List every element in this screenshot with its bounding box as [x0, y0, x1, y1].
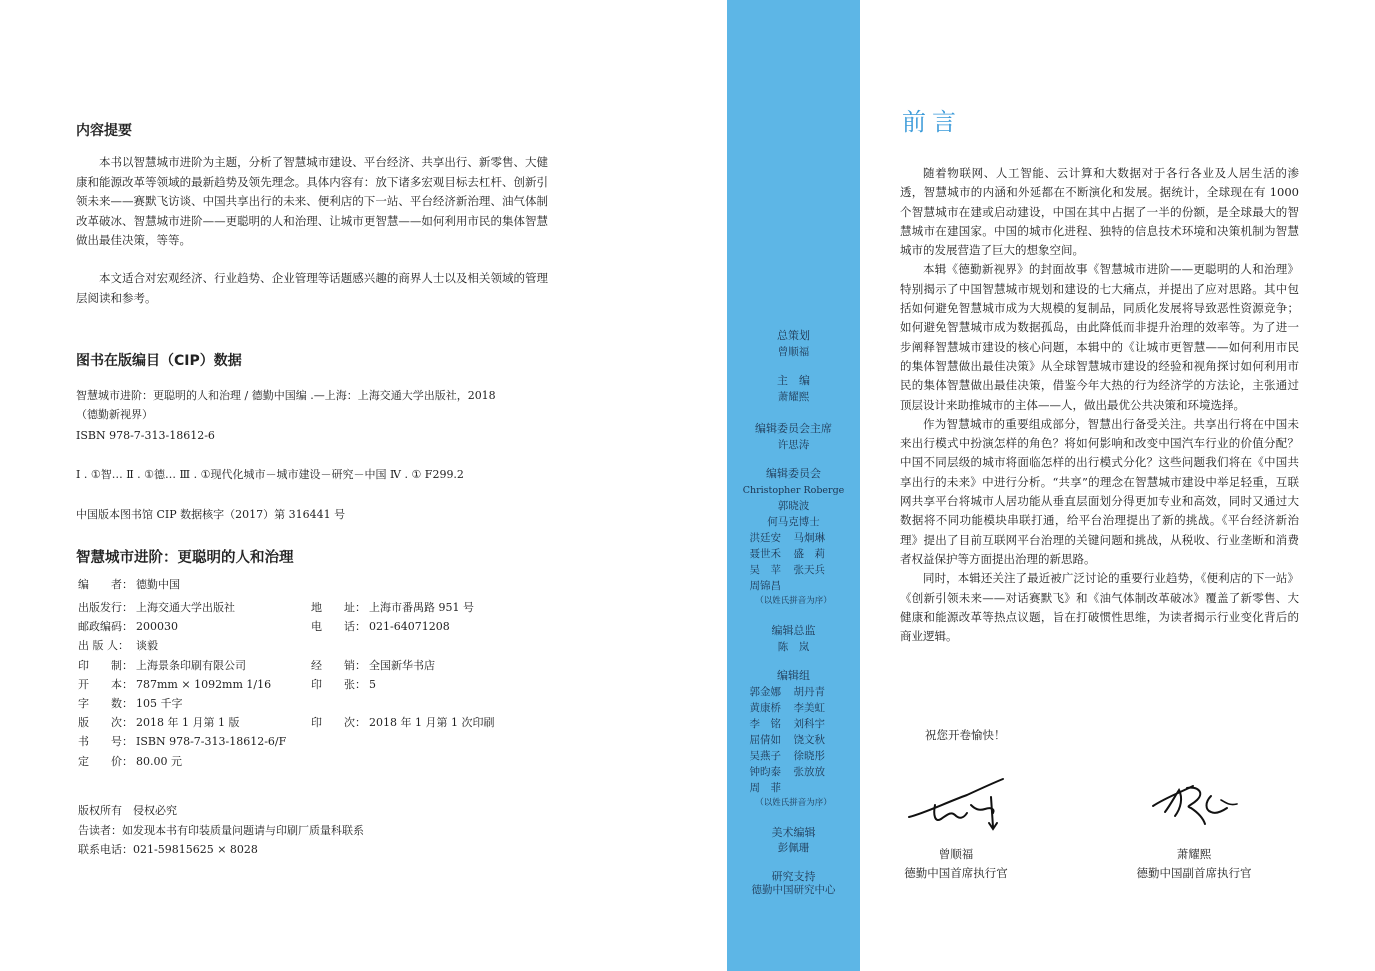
row-label: 定 价： — [78, 754, 133, 768]
row-label: 出 版 人： — [78, 639, 129, 653]
committee-order-note: （以姓氏拼音为序） — [755, 596, 832, 606]
book-title: 智慧城市进阶：更聪明的人和治理 — [76, 550, 294, 566]
row-label: 出版发行： — [78, 601, 133, 614]
committee-member: 聂世禾 — [749, 548, 781, 560]
planner-role: 总策划 — [777, 329, 810, 342]
preface-paragraph: 作为智慧城市的重要组成部分，智慧出行备受关注。共享出行将在中国未来出行模式中扮演怎样的角色？将如何影响和改变中国汽车行业的价值分配？中国不同层级的城市将面临怎样的出行模式分化？这些问题我们将在《中国共享出行的未来》中进行分析。“共享”的理念在智慧城市建设中举足轻重，互联网共享平台将城市人居功能从垂直层面划分得更加专业和高效，同时又通过大数据将不同功能模块串联打通，给平台治理提出了新的挑战。《平台经济新治理》提出了目前互联网平台治理的关键问题和挑战，从税收、行业垄断和消费者权益保护等方面提出治理的新思路。 — [900, 416, 1299, 566]
art-editor-role: 美术编辑 — [771, 826, 816, 839]
team-member: 黄康桥 — [749, 702, 781, 714]
row-value: 2018 年 1 月第 1 版 — [136, 716, 240, 730]
editor-line — [78, 575, 180, 594]
cip-series: （德勤新视界） — [76, 408, 153, 421]
team-pair — [727, 748, 860, 764]
row-value: 5 — [369, 677, 376, 691]
team-pair — [727, 732, 860, 748]
preface-paragraph: 同时，本辑还关注了最近被广泛讨论的重要行业趋势，《便利店的下一站》《创新引领未来——对话赛默飞》和《油气体制改革破冰》覆盖了新零售、大健康和能源改革等热点议题，旨在打破惯性思维，为读者揭示行业变化背后的商业逻辑。 — [900, 571, 1299, 644]
committee-member: 张天兵 — [793, 564, 825, 576]
row-value: 80.00 元 — [136, 754, 182, 768]
row-value: 787mm × 1092mm 1/16 — [136, 677, 272, 691]
row-value: ISBN 978-7-313-18612-6/F — [136, 735, 287, 749]
row-left — [78, 713, 239, 732]
contact-phone: 联系电话：021-59815625 × 8028 — [78, 843, 258, 856]
row-value: 021-64071208 — [369, 620, 450, 634]
committee-member: 吴 苹 — [749, 564, 781, 576]
row-label: 印 张： — [311, 677, 366, 691]
row-value: 2018 年 1 月第 1 次印刷 — [369, 716, 495, 730]
team-member: 刘科宇 — [793, 718, 825, 730]
team-member: 胡丹青 — [793, 686, 825, 698]
committee-member: 何马克博士 — [767, 516, 820, 528]
team-member: 屈倩如 — [749, 734, 781, 746]
signature-2-icon — [1145, 776, 1245, 832]
preface-title: 前言 — [902, 108, 962, 136]
art-editor-name: 彭佩珊 — [777, 842, 810, 854]
row-value: 105 千字 — [136, 697, 183, 710]
preface-greeting: 祝您开卷愉快！ — [925, 728, 1006, 742]
research-name: 德勤中国研究中心 — [751, 884, 836, 896]
row-label: 印 次： — [311, 716, 366, 730]
committee-member: 马炯琳 — [793, 532, 825, 544]
team-member: 饶文秋 — [793, 734, 825, 746]
committee-pair — [727, 578, 860, 594]
team-member: 周 菲 — [749, 782, 781, 794]
row-label: 字 数： — [78, 697, 133, 710]
signer-1-title: 德勤中国首席执行官 — [904, 866, 1008, 880]
row-right — [311, 713, 494, 732]
row-left — [78, 675, 271, 694]
research-role: 研究支持 — [771, 870, 816, 883]
team-member: 吴燕子 — [749, 750, 781, 762]
row-label: 开 本： — [78, 677, 133, 691]
committee-chair-name: 许思涛 — [777, 439, 810, 451]
row-label: 版 次： — [78, 716, 133, 730]
team-member: 张放放 — [793, 766, 825, 778]
team-member: 李美虹 — [793, 702, 825, 714]
row-left — [78, 636, 158, 655]
row-left — [78, 617, 178, 636]
team-pair — [727, 764, 860, 780]
committee-pair — [727, 530, 860, 546]
row-right — [311, 617, 450, 636]
row-value: 上海市番禺路 951 号 — [369, 601, 474, 614]
planner-name: 曾顺福 — [777, 346, 810, 358]
row-label: 经 销： — [311, 658, 366, 672]
cip-record-number: 中国版本图书馆 CIP 数据核字（2017）第 316441 号 — [76, 508, 346, 521]
row-left — [78, 752, 182, 771]
row-right — [311, 656, 435, 675]
row-right — [311, 598, 474, 617]
row-left — [78, 598, 235, 617]
summary-heading: 内容提要 — [76, 123, 132, 139]
signer-2-title: 德勤中国副首席执行官 — [1136, 866, 1252, 880]
row-right — [311, 675, 376, 694]
copyright-line: 版权所有 侵权必究 — [78, 804, 177, 817]
preface-body — [900, 164, 1299, 646]
cip-entry: 智慧城市进阶：更聪明的人和治理 / 德勤中国编 .—上海：上海交通大学出版社，2018 — [76, 389, 496, 402]
row-value: 谈毅 — [136, 639, 158, 653]
preface-paragraph: 本辑《德勤新视界》的封面故事《智慧城市进阶——更聪明的人和治理》特别揭示了中国智慧城市规划和建设的七大痛点，并提出了应对思路。其中包括如何避免智慧城市成为大规模的复制品，同质化发展将导致恶性资源竞争；如何避免智慧城市成为数据孤岛，由此降低而非提升治理的效率等。为了进一步阐释智慧城市建设的核心问题，本辑中的《让城市更智慧——如何利用市民的集体智慧做出最佳决策》从全球智慧城市建设的经验和视角探讨如何利用市民的集体智慧做出最佳决策，借鉴今年大热的行为经济学的方法论，主张通过顶层设计来助推城市的主体——人，做出最优公共决策和环境选择。 — [900, 262, 1299, 412]
committee-member: 周锦昌 — [749, 580, 781, 592]
reader-notice: 告读者：如发现本书有印装质量问题请与印刷厂质量科联系 — [78, 824, 364, 837]
chief-editor-name: 萧耀熙 — [777, 391, 810, 403]
signer-2-name: 萧耀熙 — [1176, 847, 1212, 861]
editor-label: 编 者： — [78, 578, 133, 591]
row-label: 地 址： — [311, 601, 366, 614]
team-order-note: （以姓氏拼音为序） — [755, 798, 832, 808]
committee-role: 编辑委员会 — [766, 467, 821, 480]
row-left — [78, 732, 286, 751]
editorial-team-role: 编辑组 — [777, 669, 810, 682]
team-member: 钟昀泰 — [749, 766, 781, 778]
credits-band — [727, 0, 860, 971]
row-label: 邮政编码： — [78, 620, 133, 634]
row-value: 上海交通大学出版社 — [136, 601, 235, 614]
committee-chair-role: 编辑委员会主席 — [755, 422, 832, 435]
row-label: 印 制： — [78, 658, 133, 672]
row-label: 电 话： — [311, 620, 366, 634]
team-member: 徐晓彤 — [793, 750, 825, 762]
committee-pair — [727, 546, 860, 562]
committee-member: 盛 莉 — [793, 548, 825, 560]
team-pair — [727, 780, 860, 796]
cip-heading: 图书在版编目（CIP）数据 — [76, 353, 242, 369]
team-pair — [727, 700, 860, 716]
committee-member: 洪廷安 — [749, 532, 781, 544]
cip-isbn: ISBN 978-7-313-18612-6 — [76, 429, 215, 442]
row-value: 全国新华书店 — [369, 658, 435, 672]
chief-editor-role: 主 编 — [777, 374, 810, 387]
committee-member: Christopher Roberge — [742, 485, 845, 496]
committee-member: 郭晓波 — [777, 500, 810, 512]
director-name: 陈 岚 — [777, 641, 810, 653]
team-pair — [727, 716, 860, 732]
summary-paragraph-1: 本书以智慧城市进阶为主题，分析了智慧城市建设、平台经济、共享出行、新零售、大健康和能源改革等领域的最新趋势及领先理念。具体内容有：放下诸多宏观目标去杠杆、创新引领未来——赛默飞访谈、中国共享出行的未来、便利店的下一站、平台经济新治理、油气体制改革破冰、智慧城市进阶——更聪明的人和治理、让城市更智慧——如何利用市民的集体智慧做出最佳决策，等等。 — [76, 155, 548, 247]
row-label: 书 号： — [78, 735, 133, 749]
row-value: 200030 — [136, 620, 178, 634]
cip-classification: Ⅰ . ①智… Ⅱ . ①德… Ⅲ . ①现代化城市－城市建设－研究－中国 Ⅳ . ① F299.2 — [76, 468, 464, 481]
team-pair — [727, 684, 860, 700]
director-role: 编辑总监 — [771, 624, 816, 637]
signer-1-name: 曾顺福 — [938, 847, 974, 861]
team-member: 李 铭 — [749, 718, 781, 730]
preface-paragraph: 随着物联网、人工智能、云计算和大数据对于各行各业及人居生活的渗透，智慧城市的内涵和外延都在不断演化和发展。据统计，全球现在有 1000 个智慧城市在建或启动建设，中国在其中占据了一半的份额，是全球最大的智慧城市在建国家。中国的城市化进程、独特的信息技术环境和决策机制为智慧城市的发展营造了巨大的想象空间。 — [900, 166, 1299, 258]
row-left — [78, 656, 246, 675]
row-left — [78, 694, 183, 713]
summary-paragraph-2: 本文适合对宏观经济、行业趋势、企业管理等话题感兴趣的商界人士以及相关领域的管理层阅读和参考。 — [76, 271, 548, 305]
committee-pair — [727, 562, 860, 578]
editor-value: 德勤中国 — [136, 578, 180, 591]
row-value: 上海景条印刷有限公司 — [136, 658, 246, 672]
team-member: 郭金娜 — [749, 686, 781, 698]
signature-1-icon — [905, 775, 1010, 835]
